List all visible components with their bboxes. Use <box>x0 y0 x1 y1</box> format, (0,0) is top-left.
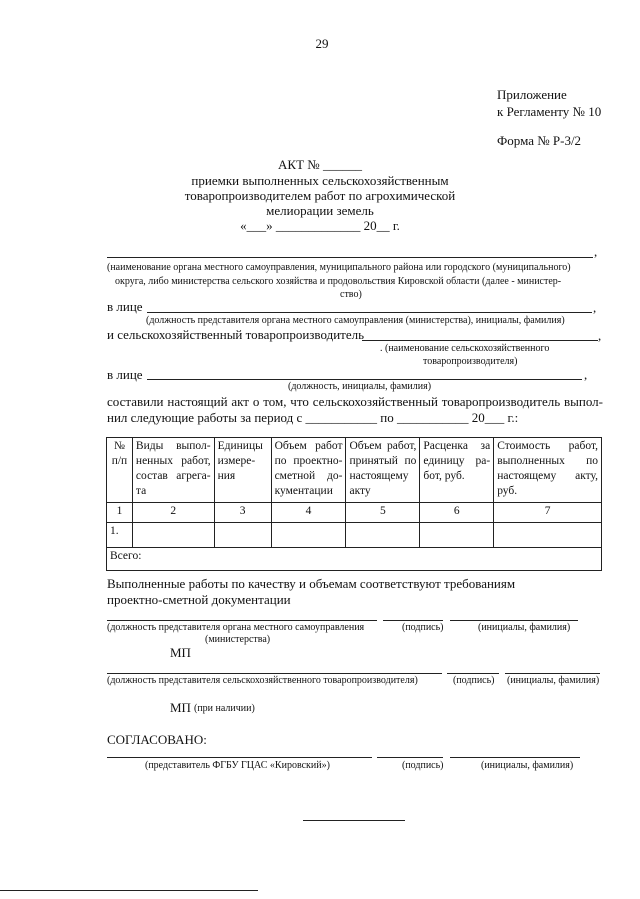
producer-label: и сельскохозяйственный товаропроизводитель <box>107 327 365 342</box>
act-subtitle-1: приемки выполненных сельскохозяйственным <box>191 173 449 188</box>
conclusion-line-2: проектно-сметной документации <box>107 592 291 607</box>
header-col-accepted-volume: Объем работ, принятый по настоящему акту <box>346 438 420 503</box>
table-header-row <box>107 438 602 503</box>
page-number: 29 <box>315 36 329 51</box>
statement-line-1: составили настоящий акт о том, что сельскохозяйственный товаропроизводитель выпол- <box>107 394 603 409</box>
column-number: 2 <box>132 503 214 523</box>
sign2-name-line <box>505 673 600 674</box>
representative-caption: (должность представителя органа местного самоуправления (министерства), инициалы, фамилия) <box>146 315 565 326</box>
sign2-stamp: МП <box>170 700 191 715</box>
column-number: 4 <box>271 503 346 523</box>
end-separator <box>303 820 405 821</box>
row-number: 1. <box>107 523 133 548</box>
column-number: 6 <box>420 503 494 523</box>
statement-line-2: нил следующие работы за период с ___________ по ___________ 20___ г.: <box>107 410 519 425</box>
table-numbering-row <box>107 503 602 523</box>
table-cell <box>214 523 271 548</box>
representative-line <box>147 312 592 313</box>
table-cell <box>420 523 494 548</box>
conclusion-line-1: Выполненные работы по качеству и объемам соответствуют требованиям <box>107 576 516 591</box>
sign1-signature-line <box>383 620 443 621</box>
approved-name-caption: (инициалы, фамилия) <box>481 760 574 771</box>
producer-line <box>362 340 598 341</box>
table-total-row <box>107 548 602 571</box>
producer-caption-2: товаропроизводителя) <box>423 356 518 367</box>
authority-caption-3: ство) <box>340 289 362 300</box>
producer-comma: , <box>598 328 602 343</box>
authority-comma: , <box>594 244 598 259</box>
appendix-label: Приложение <box>497 87 567 102</box>
act-subtitle-2: товаропроизводителем работ по агрохимической <box>184 188 456 203</box>
approved-signature-caption: (подпись) <box>402 760 444 771</box>
total-label: Всего: <box>107 548 602 571</box>
producer-person-caption: (должность, инициалы, фамилия) <box>288 381 432 392</box>
form-number: Форма № Р-3/2 <box>497 133 582 148</box>
representative-label: в лице <box>107 299 143 314</box>
table-cell <box>494 523 602 548</box>
approved-label: СОГЛАСОВАНО: <box>107 732 207 747</box>
header-col-rate: Расценка за единицу ра- бот, руб. <box>420 438 494 503</box>
sign2-position-line <box>107 673 442 674</box>
header-col-cost: Стоимость работ, выполненных по настоящему акту, руб. <box>494 438 602 503</box>
header-col-number: № п/п <box>107 438 133 503</box>
column-number: 1 <box>107 503 133 523</box>
column-number: 5 <box>346 503 420 523</box>
sign1-stamp: МП <box>170 645 191 660</box>
sign2-signature-caption: (подпись) <box>453 675 495 686</box>
act-title: АКТ № ______ <box>278 157 362 172</box>
sign2-stamp-note: (при наличии) <box>194 703 255 714</box>
act-date: «___» _____________ 20__ г. <box>240 218 400 233</box>
producer-person-line <box>147 379 582 380</box>
table-cell <box>132 523 214 548</box>
producer-person-label: в лице <box>107 367 143 382</box>
act-subtitle-3: мелиорации земель <box>266 203 374 218</box>
sign1-name-line <box>450 620 578 621</box>
approved-signature-line <box>377 757 443 758</box>
producer-person-comma: , <box>584 367 588 382</box>
sign2-position-caption: (должность представителя сельскохозяйственного товаропроизводителя) <box>107 675 418 686</box>
footer-rule <box>0 890 258 891</box>
sign1-ministry-caption: (министерства) <box>205 634 271 645</box>
representative-comma: , <box>593 300 597 315</box>
sign1-position-line <box>107 620 377 621</box>
table-row <box>107 523 602 548</box>
table-cell <box>346 523 420 548</box>
authority-name-line <box>107 257 593 258</box>
header-col-units: Единицы измере- ния <box>214 438 271 503</box>
regulation-label: к Регламенту № 10 <box>497 104 602 119</box>
works-table <box>106 437 602 571</box>
approved-name-line <box>450 757 580 758</box>
header-col-work-type: Виды выпол- ненных работ, состав агрега- та <box>132 438 214 503</box>
column-number: 7 <box>494 503 602 523</box>
sign2-name-caption: (инициалы, фамилия) <box>507 675 600 686</box>
approved-representative-caption: (представитель ФГБУ ГЦАС «Кировский») <box>145 760 330 771</box>
authority-caption-1: (наименование органа местного самоуправления, муниципального района или городского (муниципального) <box>107 262 571 273</box>
sign1-signature-caption: (подпись) <box>402 622 444 633</box>
column-number: 3 <box>214 503 271 523</box>
header-col-planned-volume: Объем работ по проектно- сметной до- кументации <box>271 438 346 503</box>
producer-caption-1: . (наименование сельскохозяйственного <box>380 343 550 354</box>
sign1-position-caption: (должность представителя органа местного самоуправления <box>107 622 365 633</box>
sign2-signature-line <box>447 673 499 674</box>
sign1-name-caption: (инициалы, фамилия) <box>478 622 571 633</box>
approved-representative-line <box>107 757 372 758</box>
table-cell <box>271 523 346 548</box>
authority-caption-2: округа, либо министерства сельского хозяйства и продовольствия Кировской области (далее - министер- <box>115 276 562 287</box>
